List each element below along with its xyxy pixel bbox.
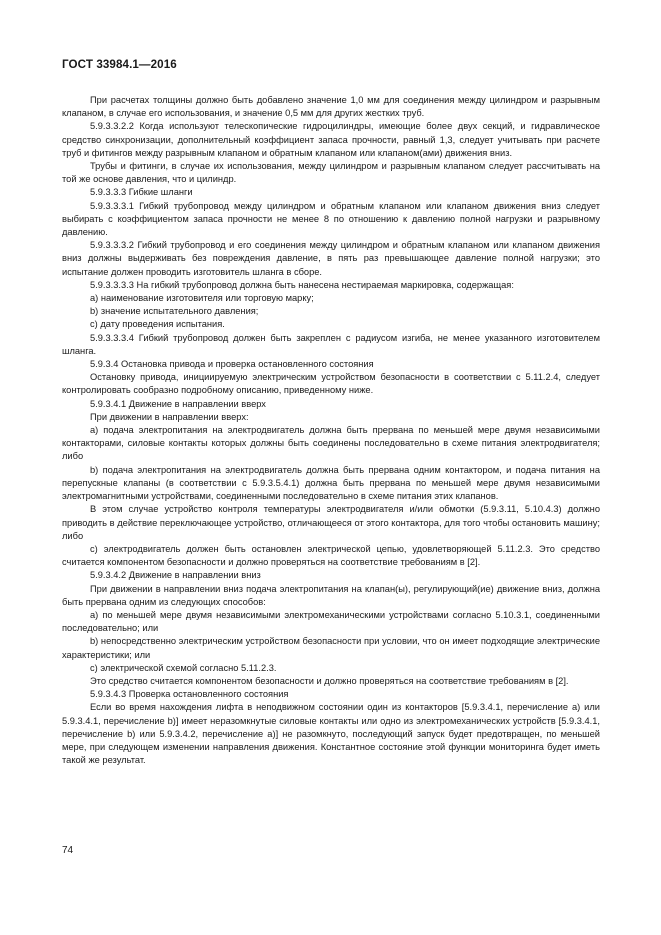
paragraph: Это средство считается компонентом безопасности и должно проверяться на соответствие требованиям в [2]. bbox=[90, 675, 569, 686]
list-item: с) электродвигатель должен быть остановлен электрической цепью, удовлетворяющей 5.11.2.3. Это средство считается компонентом безопасности и должно проверяться на соответствие требованиям в [2]. bbox=[62, 543, 600, 568]
list-item: а) наименование изготовителя или торговую марку; bbox=[90, 293, 314, 304]
list-item: с) электрической схемой согласно 5.11.2.3. bbox=[90, 662, 277, 673]
list-item: b) непосредственно электрическим устройством безопасности при условии, что он имеет подходящие электрические характеристики; или bbox=[62, 636, 600, 660]
list-item: b) подача электропитания на электродвигатель должна быть прервана одним контактором, и подача питания на перепускные клапаны (в соответствии с 5.9.3.5.4.1) должна быть прервана по меньшей мере двумя независимыми электромагнитными устройствами, соединенными последовательно в схеме питания этих клапанов. bbox=[62, 464, 600, 502]
list-item: а) подача электропитания на электродвигатель должна быть прервана по меньшей мере двумя независимыми контакторами, силовые контакты которых должны быть соединены последовательно в схеме питания электродвигателя; либо bbox=[62, 425, 600, 462]
paragraph: 5.9.3.3.3.1 Гибкий трубопровод между цилиндром и обратным клапаном или клапаном движения вниз следует выбирать с коэффициентом запаса прочности не менее 8 по отношению к давлению полной нагрузки и разрывному давлению. bbox=[62, 200, 600, 238]
paragraph: 5.9.3.3.3.2 Гибкий трубопровод и его соединения между цилиндром и обратным клапаном или клапаном движения вниз должны выдерживать без повреждения давление, в пять раз превышающее давление полной нагрузки; это испытание должен проводить изготовитель шланга в сборе. bbox=[62, 240, 600, 277]
paragraph: Трубы и фитинги, в случае их использования, между цилиндром и разрывным клапаном следует рассчитывать на той же основе давления, что и цилиндр. bbox=[62, 161, 600, 185]
document-body bbox=[62, 94, 600, 767]
list-item: а) по меньшей мере двумя независимыми электромеханическими устройствами согласно 5.10.3.1, соединенными последовательно; или bbox=[62, 609, 600, 634]
paragraph: При движении в направлении вверх: bbox=[90, 411, 249, 422]
paragraph: В этом случае устройство контроля температуры электродвигателя и/или обмотки (5.9.3.11, 5.10.4.3) должно приводить в действие переключающее устройство, отличающееся от этого контактора, для того чтобы остановить машину; либо bbox=[62, 504, 600, 541]
list-item: с) дату проведения испытания. bbox=[90, 319, 225, 330]
section-heading: 5.9.3.3.3 Гибкие шланги bbox=[90, 187, 193, 198]
list-item: b) значение испытательного давления; bbox=[90, 306, 259, 317]
section-heading: 5.9.3.4.3 Проверка остановленного состояния bbox=[90, 689, 289, 700]
paragraph: Остановку привода, инициируемую электрическим устройством безопасности в соответствии с 5.11.2.4, следует контролировать сообразно подробному описанию, приведенному ниже. bbox=[62, 372, 600, 396]
section-heading: 5.9.3.4.2 Движение в направлении вниз bbox=[90, 570, 261, 581]
section-heading: 5.9.3.4.1 Движение в направлении вверх bbox=[90, 398, 266, 409]
page-number: 74 bbox=[62, 845, 74, 856]
document-header: ГОСТ 33984.1—2016 bbox=[62, 58, 177, 71]
paragraph: 5.9.3.3.3.3 На гибкий трубопровод должна быть нанесена нестираемая маркировка, содержащая: bbox=[90, 279, 514, 290]
section-heading: 5.9.3.4 Остановка привода и проверка остановленного состояния bbox=[90, 359, 374, 370]
paragraph: При движении в направлении вниз подача электропитания на клапан(ы), регулирующий(ие) движение вниз, должна быть прервана одним из следующих способов: bbox=[62, 583, 600, 607]
paragraph: 5.9.3.3.2.2 Когда используют телескопические гидроцилиндры, имеющие более двух секций, и гидравлическое средство синхронизации, дополнительный коэффициент запаса прочности, равный 1,3, следует учитывать при расчете труб и фитингов между разрывным клапаном и обратным клапаном или клапаном(ами) движения вниз. bbox=[62, 121, 600, 158]
paragraph: Если во время нахождения лифта в неподвижном состоянии один из контакторов [5.9.3.4.1, перечисление а) или 5.9.3.4.1, перечисление b)] имеет неразомкнутые силовые контакты или одно из электромеханических устройств [5.9.3.4.1, перечисление b) или 5.9.3.4.2, перечисление а)] не разомкнуто, последующий запуск будет предотвращен, по меньшей мере, при следующем изменении направления движения. Константное состояние этой функции мониторинга будет иметь такой же результат. bbox=[62, 702, 600, 766]
paragraph: При расчетах толщины должно быть добавлено значение 1,0 мм для соединения между цилиндром и разрывным клапаном, в случае его использования, и значение 0,5 мм для других жестких труб. bbox=[62, 95, 600, 119]
paragraph: 5.9.3.3.3.4 Гибкий трубопровод должен быть закреплен с радиусом изгиба, не менее указанного изготовителем шланга. bbox=[62, 332, 600, 356]
